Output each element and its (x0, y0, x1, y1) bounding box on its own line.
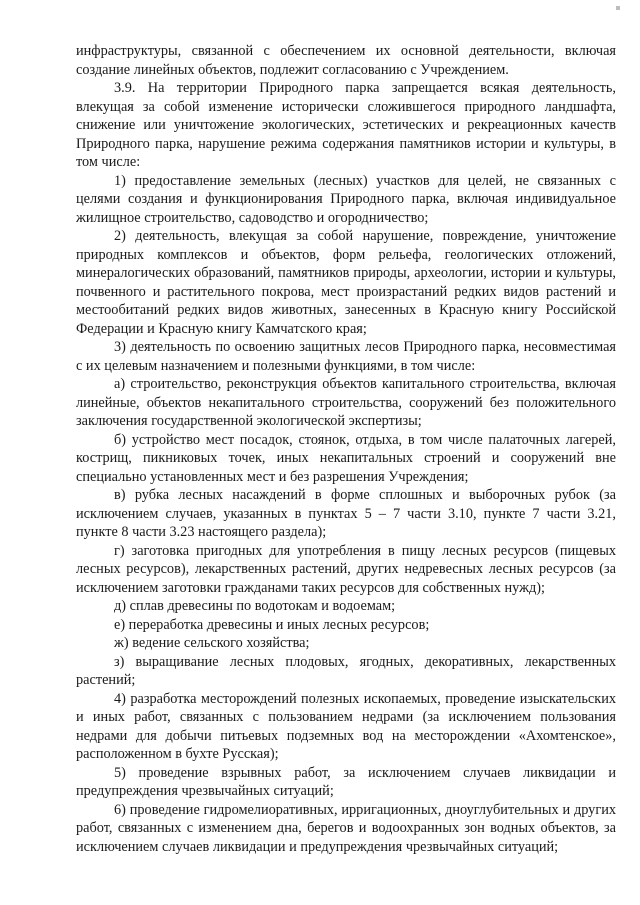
sub-item-e: е) переработка древесины и иных лесных ресурсов; (114, 616, 430, 633)
list-item-2: 2) деятельность, влекущая за собой нарушение, повреждение, уничтожение природных комплексов и объектов, форм рельефа, геологических отложений, минералогических образований, памятников природы, археологии, истории и культуры, почвенного и растительного покрова, мест произрастаний редких видов растений и местообитаний редких видов животных, занесенных в Красную книгу Российской Федерации и Красную книгу Камчатского края; (76, 228, 616, 337)
paragraph-continuation: инфраструктуры, связанной с обеспечением их основной деятельности, включая создание линейных объектов, подлежит согласованию с Учреждением. (76, 43, 616, 78)
paragraph-3-9: 3.9. На территории Природного парка запрещается всякая деятельность, влекущая за собой изменение исторически сложившегося природного ландшафта, снижение или уничтожение экологических, эстетических и рекреационных качеств Природного парка, нарушение режима содержания памятников истории и культуры, в том числе: (76, 80, 616, 170)
list-item-5: 5) проведение взрывных работ, за исключением случаев ликвидации и предупреждения чрезвычайных ситуаций; (76, 764, 616, 799)
sub-item-b: б) устройство мест посадок, стоянок, отдыха, в том числе палаточных лагерей, кострищ, пикниковых точек, иных некапитальных строений и сооружений вне специально установленных мест и без разрешения Учреждения; (76, 431, 616, 485)
sub-item-v: в) рубка лесных насаждений в форме сплошных и выборочных рубок (за исключением случаев, указанных в пунктах 5 – 7 части 3.10, пункте 7 части 3.21, пункте 8 части 3.23 настоящего раздела); (76, 487, 616, 540)
sub-item-zh: ж) ведение сельского хозяйства; (114, 635, 310, 651)
list-item-3: 3) деятельность по освоению защитных лесов Природного парка, несовместимая с их целевым назначением и полезными функциями, в том числе: (76, 339, 616, 374)
list-item-1: 1) предоставление земельных (лесных) участков для целей, не связанных с целями создания и функционирования Природного парка, включая индивидуальное жилищное строительство, садоводство и огородничество; (76, 172, 616, 226)
sub-item-g: г) заготовка пригодных для употребления в пищу лесных ресурсов (пищевых лесных ресурсов), лекарственных растений, других недревесных лесных ресурсов (за исключением заготовки гражданами таких ресурсов для собственных нужд); (76, 542, 616, 596)
list-item-4: 4) разработка месторождений полезных ископаемых, проведение изыскательских и иных работ, связанных с пользованием недрами (за исключением пользования недрами для добычи питьевых подземных вод на месторождении «Ахомтенское», расположенном в бухте Русская); (76, 690, 616, 762)
sub-item-a: а) строительство, реконструкция объектов капитального строительства, включая линейные, объектов некапитального строительства, сооружений без положительного заключения государственной экологической экспертизы; (76, 376, 616, 429)
sub-item-z: з) выращивание лесных плодовых, ягодных, декоративных, лекарственных растений; (76, 653, 616, 688)
list-item-6: 6) проведение гидромелиоративных, ирригационных, дноуглубительных и других работ, связанных с изменением дна, берегов и водоохранных зон водных объектов, за исключением случаев ликвидации и предупреждения чрезвычайных ситуаций; (76, 801, 616, 855)
sub-item-d: д) сплав древесины по водотокам и водоемам; (114, 598, 396, 614)
scan-mark (616, 6, 620, 10)
